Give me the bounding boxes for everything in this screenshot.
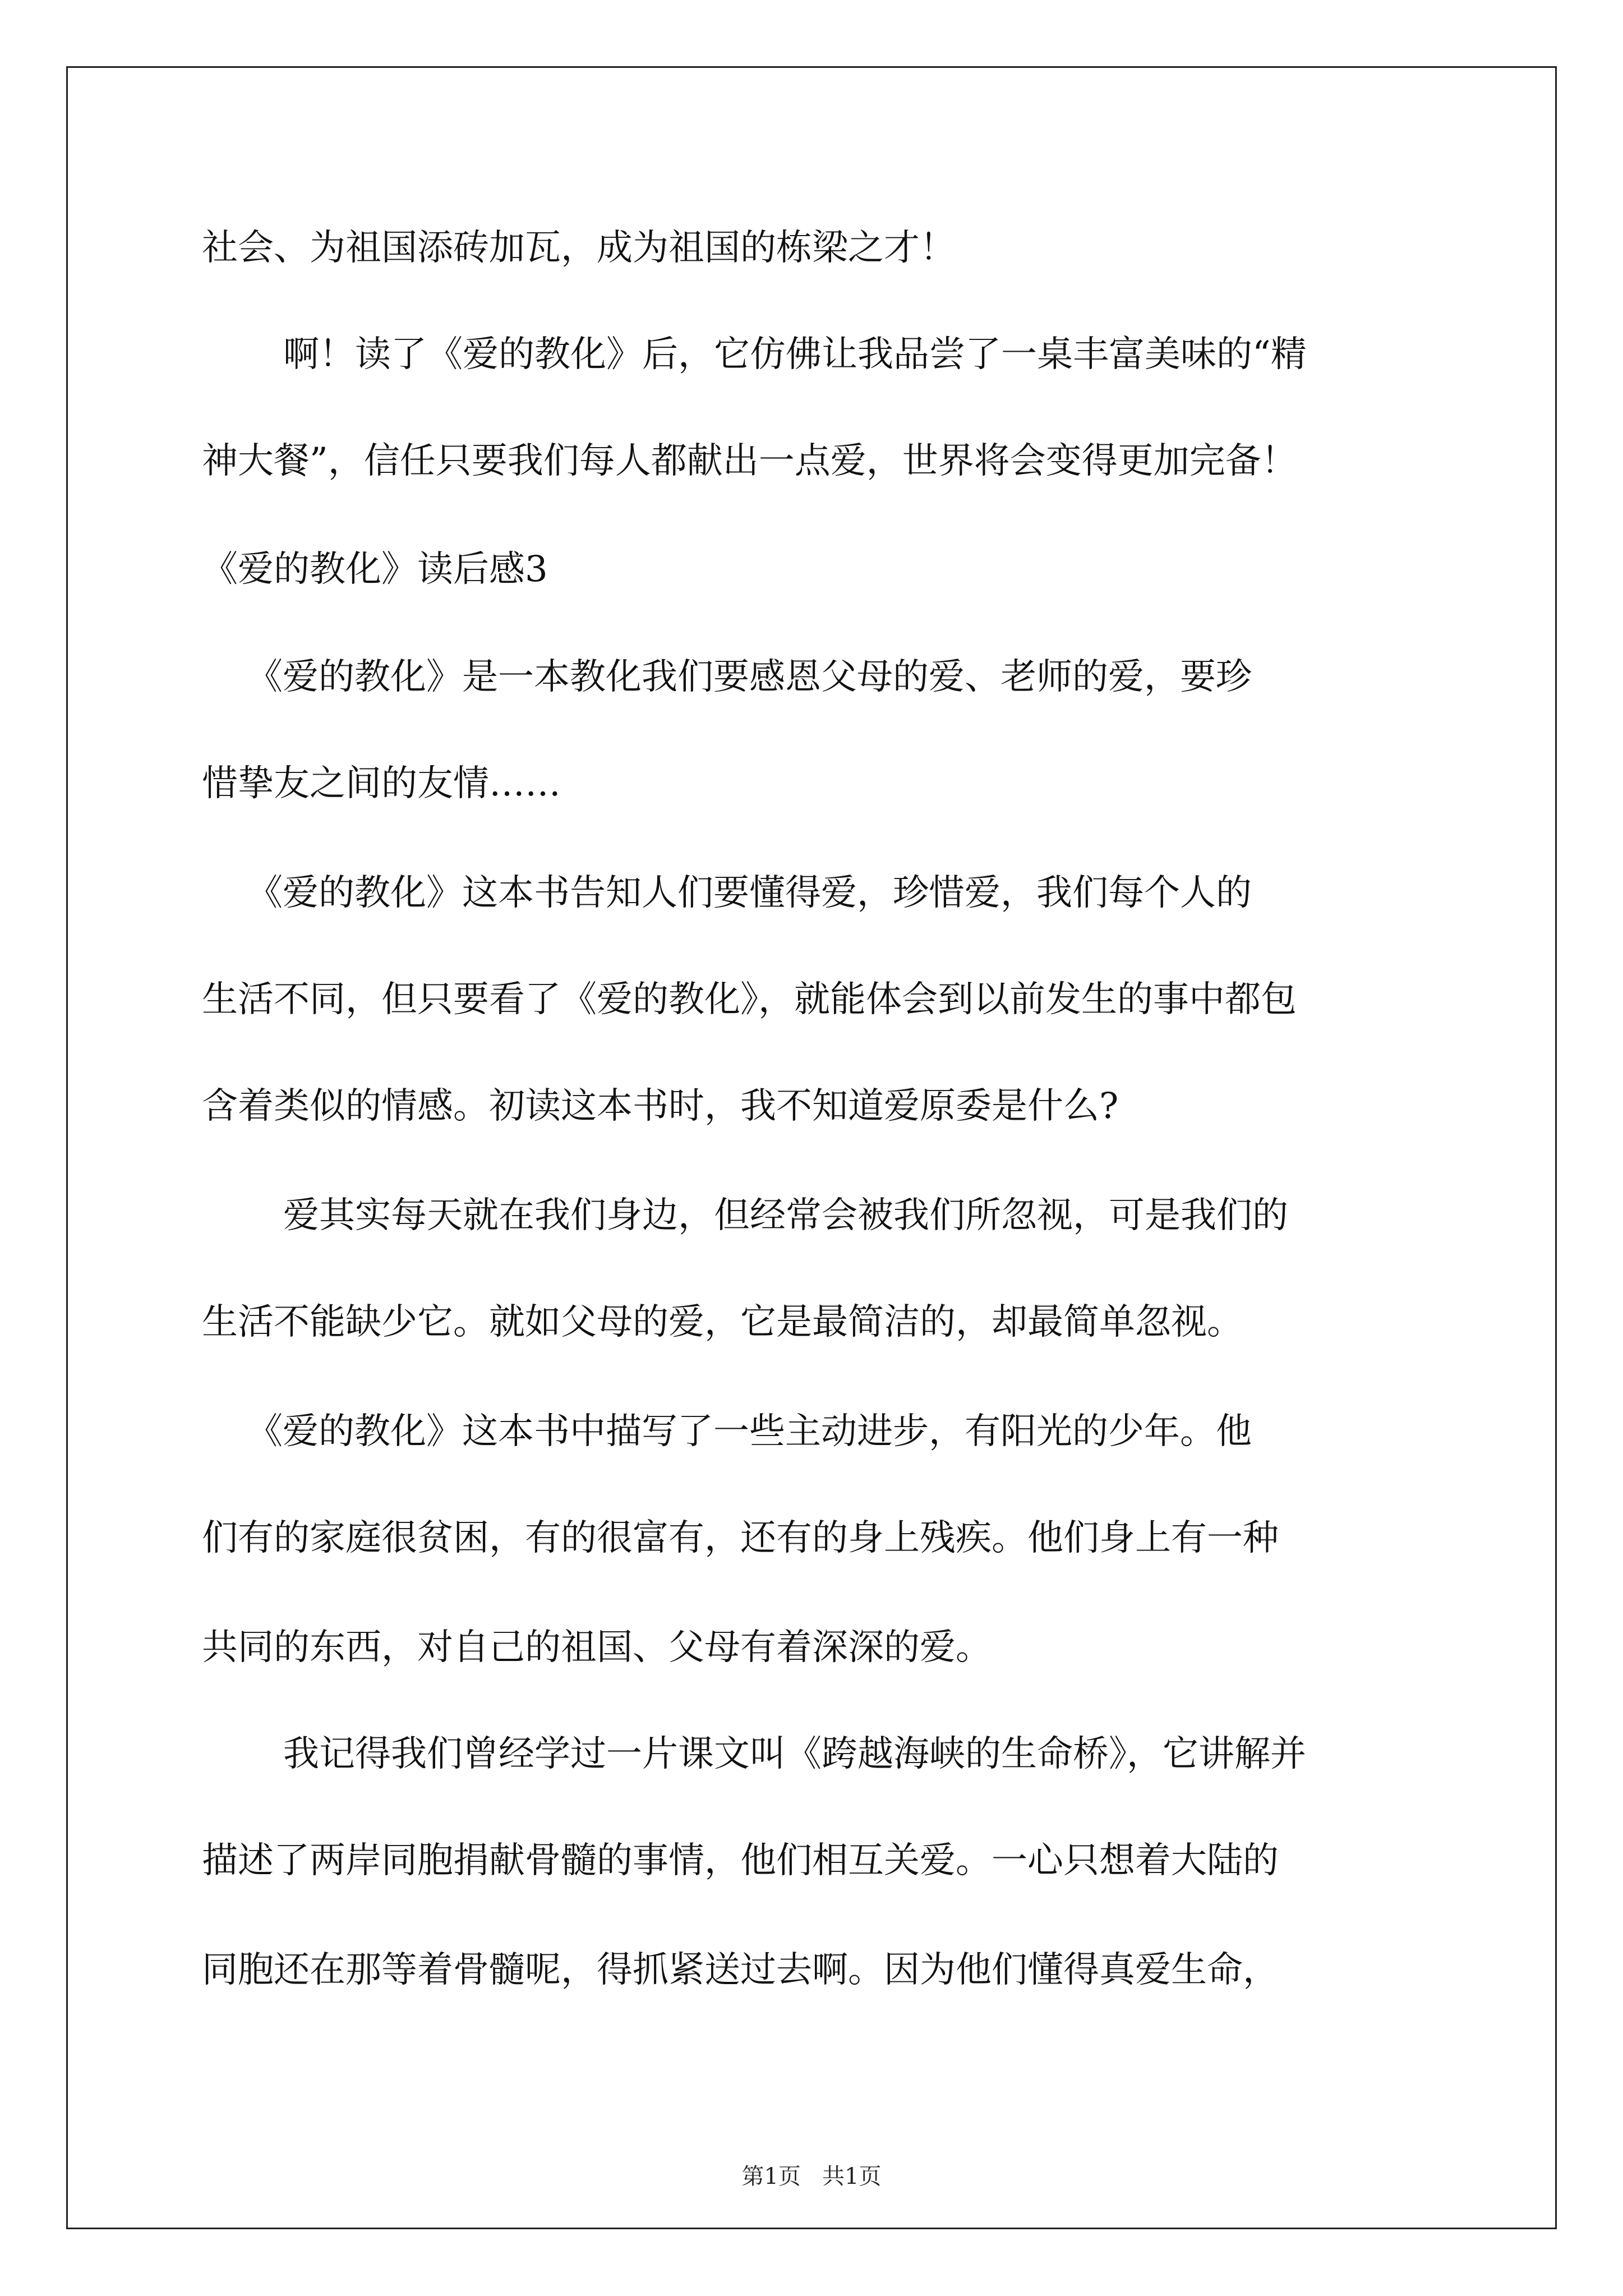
text-line-17: 同胞还在那等着骨髓呢，得抓紧送过去啊。因为他们懂得真爱生命， bbox=[202, 1949, 1279, 1991]
text-line-11: 生活不能缺少它。就如父母的爱，它是最简洁的，却最简单忽视。 bbox=[202, 1301, 1243, 1343]
text-line-12: 《爱的教化》这本书中描写了一些主动进步，有阳光的少年。他 bbox=[247, 1411, 1252, 1452]
text-line-7: 《爱的教化》这本书告知人们要懂得爱，珍惜爱，我们每个人的 bbox=[247, 872, 1252, 914]
section-heading: 《爱的教化》读后感3 bbox=[202, 549, 548, 590]
text-line-14: 共同的东西，对自己的祖国、父母有着深深的爱。 bbox=[202, 1627, 992, 1668]
text-line-9: 含着类似的情感。初读这本书时，我不知道爱原委是什么? bbox=[202, 1085, 1119, 1127]
text-line-13: 们有的家庭很贫困，有的很富有，还有的身上残疾。他们身上有一种 bbox=[202, 1517, 1279, 1559]
text-line-5: 《爱的教化》是一本教化我们要感恩父母的爱、老师的爱，要珍 bbox=[247, 656, 1252, 698]
text-line-8: 生活不同，但只要看了《爱的教化》，就能体会到以前发生的事中都包 bbox=[202, 979, 1297, 1020]
page-footer: 第1页 共1页 bbox=[741, 2164, 882, 2189]
text-line-10: 爱其实每天就在我们身边，但经常会被我们所忽视，可是我们的 bbox=[283, 1195, 1288, 1236]
text-line-6: 惜挚友之间的友情…… bbox=[202, 763, 561, 804]
page-frame bbox=[66, 66, 1557, 2229]
text-line-2: 啊！读了《爱的教化》后，它仿佛让我品尝了一桌丰富美味的“精 bbox=[283, 334, 1307, 375]
text-line-3: 神大餐”，信任只要我们每人都献出一点爱，世界将会变得更加完备！ bbox=[202, 440, 1297, 482]
text-line-16: 描述了两岸同胞捐献骨髓的事情，他们相互关爱。一心只想着大陆的 bbox=[202, 1840, 1279, 1881]
text-line-15: 我记得我们曾经学过一片课文叫《跨越海峡的生命桥》，它讲解并 bbox=[283, 1733, 1306, 1775]
text-line-1: 社会、为祖国添砖加瓦，成为祖国的栋梁之才！ bbox=[202, 227, 956, 269]
